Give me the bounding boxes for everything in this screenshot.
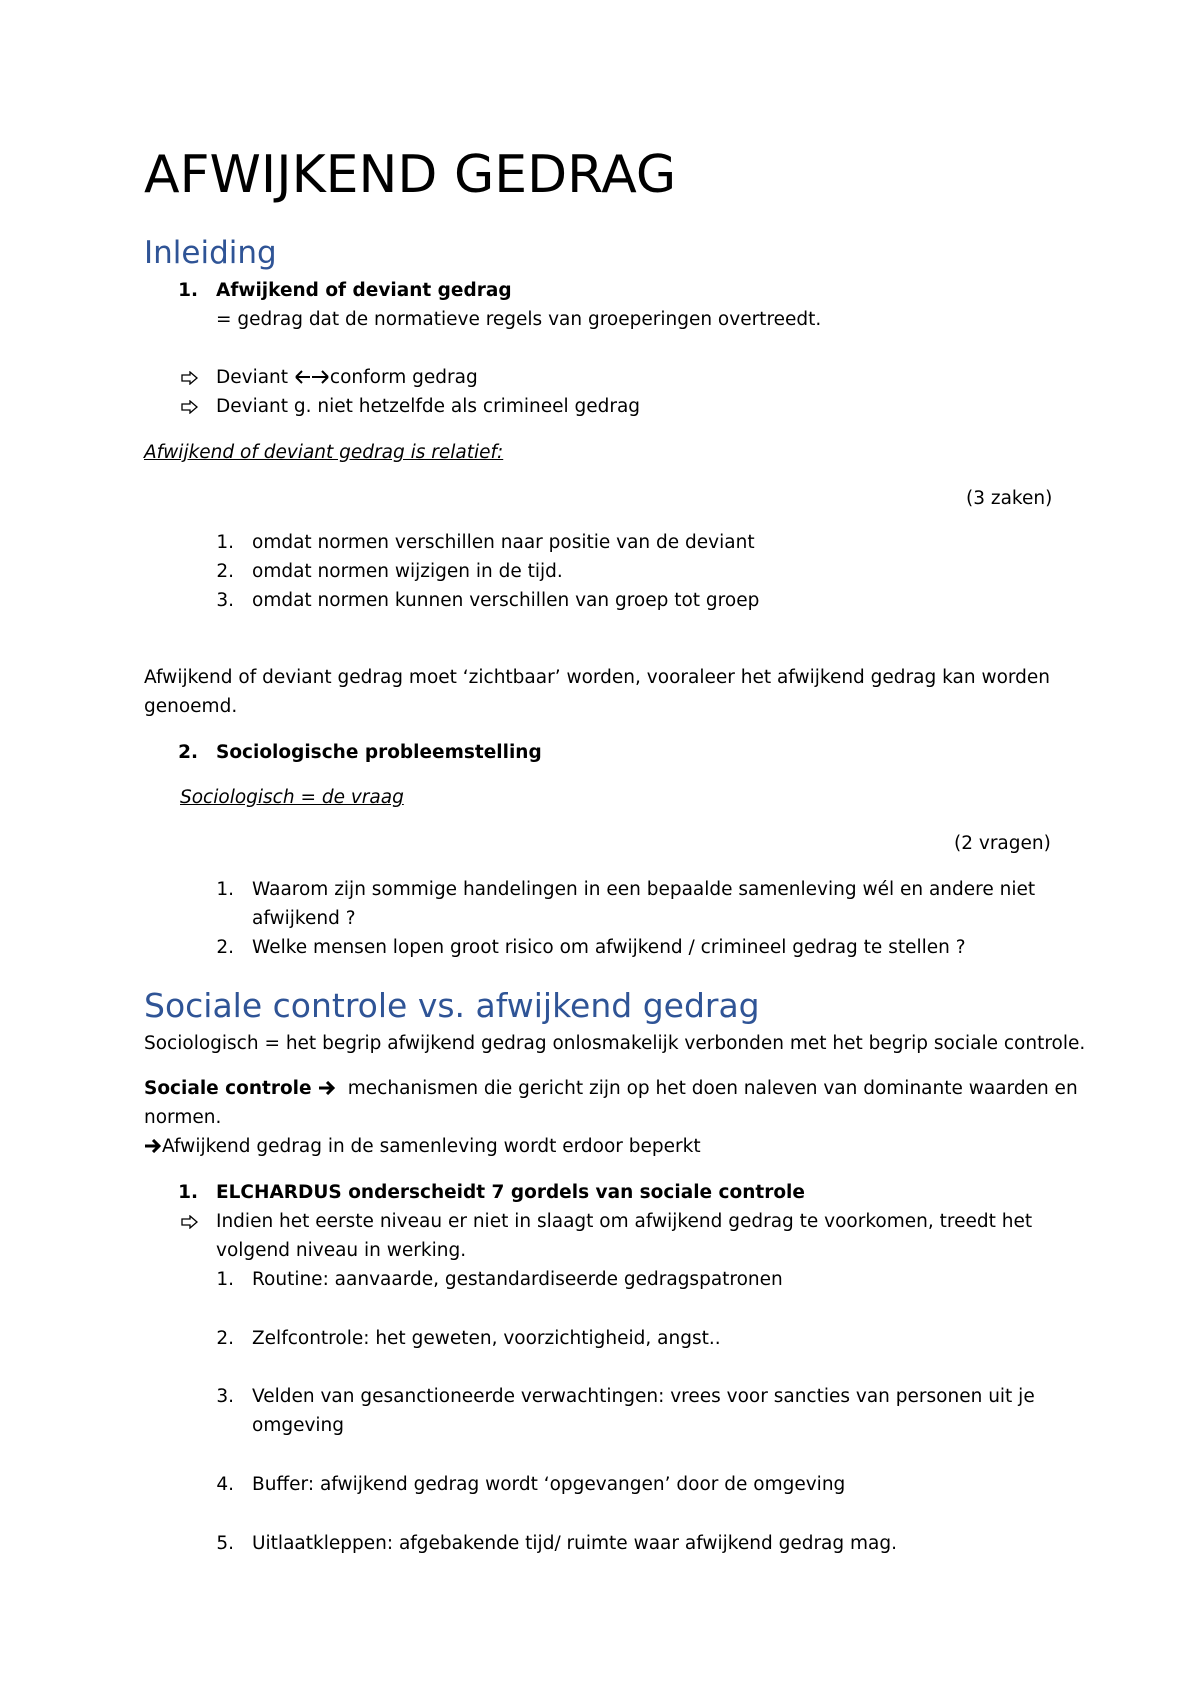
bold-arrow-icon [144, 1139, 162, 1153]
sociale-controle-result [144, 1134, 701, 1160]
gordel-2-number: 2. [216, 1328, 234, 1349]
gordel-4: Buffer: afwijkend gedrag wordt ‘opgevangen’ door de omgeving [252, 1474, 846, 1495]
sociale-controle-def-line-1: mechanismen die gericht zijn op het doen naleven van dominante waarden en [347, 1078, 1078, 1099]
bold-arrow-icon [318, 1081, 336, 1095]
outline-arrow-icon [181, 1209, 199, 1235]
count-three-items: (3 zaken) [966, 488, 1053, 509]
section-1-number: 1. [178, 280, 198, 301]
elchardus-title: ELCHARDUS onderscheidt 7 gordels van sociale controle [216, 1182, 805, 1203]
list2-item-2-line-1: Welke mensen lopen groot risico om afwijkend / crimineel gedrag te stellen ? [252, 937, 966, 958]
gordel-4-number: 4. [216, 1474, 234, 1495]
list1-item-1: omdat normen verschillen naar positie van de deviant [252, 532, 755, 553]
elchardus-bullet-line-1: Indien het eerste niveau er niet in slaagt om afwijkend gedrag te voorkomen, treedt het [216, 1211, 1033, 1232]
paragraph-visible-line-1: Afwijkend of deviant gedrag moet ‘zichtbaar’ worden, vooraleer het afwijkend gedrag kan worden [144, 667, 1051, 688]
sociale-controle-def-line-2: normen. [144, 1107, 222, 1128]
list1-item-2-number: 2. [216, 561, 234, 582]
list1-item-1-number: 1. [216, 532, 234, 553]
document-title: AFWIJKEND GEDRAG [144, 145, 677, 205]
outline-arrow-icon [181, 365, 199, 391]
bullet-not-criminal: Deviant g. niet hetzelfde als crimineel gedrag [216, 396, 641, 417]
section-2-number: 2. [178, 742, 198, 763]
sociale-controle-label: Sociale controle [144, 1078, 319, 1099]
double-arrow-icon [294, 370, 330, 384]
sociale-controle-result-text: Afwijkend gedrag in de samenleving wordt erdoor beperkt [162, 1136, 701, 1157]
list1-item-3: omdat normen kunnen verschillen van groep tot groep [252, 590, 760, 611]
list2-item-1-line-1: Waarom zijn sommige handelingen in een bepaalde samenleving wél en andere niet [252, 879, 1036, 900]
gordel-1: Routine: aanvaarde, gestandardiseerde gedragspatronen [252, 1269, 783, 1290]
section-1-definition: = gedrag dat de normatieve regels van groeperingen overtreedt. [216, 309, 822, 330]
section-1-title: Afwijkend of deviant gedrag [216, 280, 512, 301]
list2-item-1-line-2: afwijkend ? [252, 908, 356, 929]
gordel-5: Uitlaatkleppen: afgebakende tijd/ ruimte waar afwijkend gedrag mag. [252, 1533, 897, 1554]
elchardus-number: 1. [178, 1182, 198, 1203]
paragraph-visible-line-2: genoemd. [144, 696, 238, 717]
list1-item-3-number: 3. [216, 590, 234, 611]
list1-item-2: omdat normen wijzigen in de tijd. [252, 561, 563, 582]
gordel-3-line-1: Velden van gesanctioneerde verwachtingen: vrees voor sancties van personen uit je [252, 1386, 1035, 1407]
bullet-conform-label: conform gedrag [329, 367, 478, 388]
gordel-2: Zelfcontrole: het geweten, voorzichtigheid, angst.. [252, 1328, 721, 1349]
heading-sociale-controle: Sociale controle vs. afwijkend gedrag [144, 986, 760, 1025]
gordel-1-number: 1. [216, 1269, 234, 1290]
sociale-controle-definition [144, 1076, 1078, 1102]
list2-item-2-number: 2. [216, 937, 234, 958]
gordel-3-line-2: omgeving [252, 1415, 345, 1436]
sociologisch-vraag: Sociologisch = de vraag [180, 787, 404, 808]
gordel-5-number: 5. [216, 1533, 234, 1554]
count-two-questions: (2 vragen) [954, 833, 1051, 854]
heading-inleiding: Inleiding [144, 235, 277, 271]
bullet-deviant-label: Deviant [216, 367, 294, 388]
list2-item-1-number: 1. [216, 879, 234, 900]
outline-arrow-icon [181, 394, 199, 420]
sociologisch-paragraph: Sociologisch = het begrip afwijkend gedrag onlosmakelijk verbonden met het begrip sociale controle. [144, 1033, 1086, 1054]
section-2-title: Sociologische probleemstelling [216, 742, 542, 763]
bullet-deviant-conform [216, 365, 478, 391]
gordel-3-number: 3. [216, 1386, 234, 1407]
relative-heading: Afwijkend of deviant gedrag is relatief: [144, 442, 504, 463]
elchardus-bullet-line-2: volgend niveau in werking. [216, 1240, 467, 1261]
